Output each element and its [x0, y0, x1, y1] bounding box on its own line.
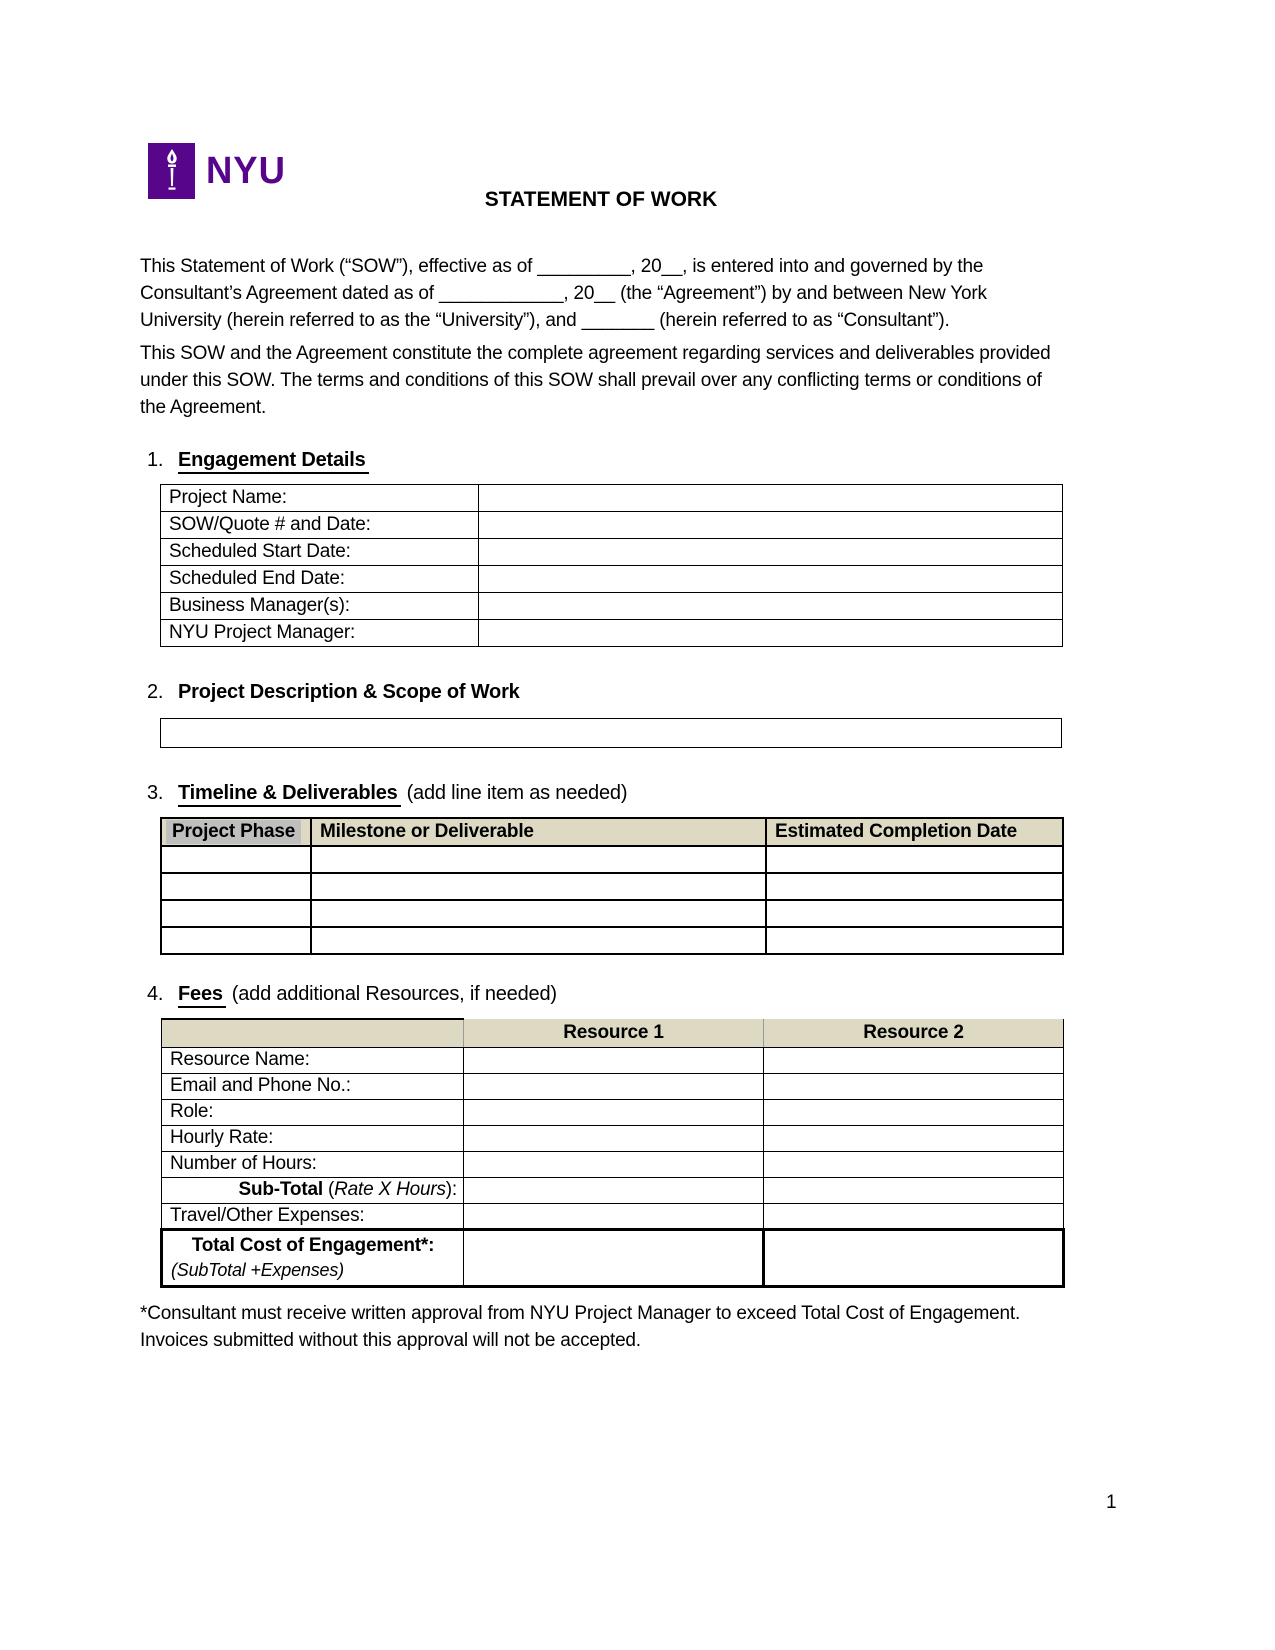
section-number: 1. — [147, 449, 164, 471]
table-row — [162, 1151, 1064, 1177]
project-description-field[interactable] — [160, 718, 1062, 748]
table-row — [162, 1099, 1064, 1125]
resource1-name-field[interactable] — [464, 1047, 764, 1073]
section-heading-engagement — [140, 447, 1062, 473]
resource2-name-field[interactable] — [764, 1047, 1064, 1073]
row-label: Email and Phone No.: — [162, 1073, 464, 1099]
table-row — [162, 1047, 1064, 1073]
row-label: Resource Name: — [162, 1047, 464, 1073]
table-row — [161, 485, 1063, 512]
resource2-hours-field[interactable] — [764, 1151, 1064, 1177]
row-label: SOW/Quote # and Date: — [161, 512, 479, 539]
phase-field[interactable] — [161, 873, 311, 900]
table-row — [161, 593, 1063, 620]
resource2-email-phone-field[interactable] — [764, 1073, 1064, 1099]
start-date-field[interactable] — [479, 539, 1063, 566]
resource1-total-field[interactable] — [464, 1229, 764, 1286]
table-row — [162, 1203, 1064, 1229]
total-cost-label-line1: Total Cost of Engagement*: — [191, 1234, 435, 1256]
row-label: NYU Project Manager: — [161, 620, 479, 647]
completion-date-field[interactable] — [766, 846, 1063, 873]
document-body — [140, 0, 1062, 1373]
resource1-subtotal-field[interactable] — [464, 1177, 764, 1203]
section-heading-timeline — [140, 780, 1062, 806]
table-row — [162, 1177, 1064, 1203]
row-label: Business Manager(s): — [161, 593, 479, 620]
section-number: 2. — [147, 681, 164, 703]
row-label: Number of Hours: — [162, 1151, 464, 1177]
row-label: Project Name: — [161, 485, 479, 512]
nyu-project-manager-field[interactable] — [479, 620, 1063, 647]
intro-paragraph-2: This SOW and the Agreement constitute the complete agreement regarding services and deliverables provided under this SOW. The terms and conditions of this SOW shall prevail over any conflicting terms or conditions of the Agreement. — [140, 343, 1051, 418]
approval-footnote: *Consultant must receive written approval from NYU Project Manager to exceed Total Cost of Engagement. Invoices submitted without this approval will not be accepted. — [140, 1302, 1021, 1351]
table-row — [161, 900, 1063, 927]
section-number: 3. — [147, 782, 164, 804]
phase-field[interactable] — [161, 927, 311, 954]
subtotal-label — [162, 1177, 464, 1203]
section-title: Fees — [178, 983, 226, 1008]
column-header-resource-2: Resource 2 — [764, 1019, 1064, 1047]
resource2-expenses-field[interactable] — [764, 1203, 1064, 1229]
fees-table — [160, 1018, 1065, 1288]
column-header-project-phase — [161, 818, 311, 846]
resource2-total-field[interactable] — [764, 1229, 1064, 1286]
business-manager-field[interactable] — [479, 593, 1063, 620]
document-title: STATEMENT OF WORK — [484, 188, 718, 211]
resource2-role-field[interactable] — [764, 1099, 1064, 1125]
completion-date-field[interactable] — [766, 873, 1063, 900]
fees-header-blank-cell — [162, 1019, 464, 1047]
intro-paragraph-1: This Statement of Work (“SOW”), effective as of _________, 20__, is entered into and governed by the Consultant’s Agreement dated as of ____________, 20__ (the “Agreement”) by and between New York University (herein referred to as the “University”), and _______ (herein referred to as “Consultant”). — [140, 256, 987, 331]
project-name-field[interactable] — [479, 485, 1063, 512]
column-header-resource-1: Resource 1 — [464, 1019, 764, 1047]
resource1-expenses-field[interactable] — [464, 1203, 764, 1229]
table-row — [161, 539, 1063, 566]
milestone-field[interactable] — [311, 873, 766, 900]
engagement-details-table — [160, 484, 1063, 647]
total-row — [162, 1229, 1064, 1286]
table-row — [162, 1125, 1064, 1151]
table-row — [161, 846, 1063, 873]
project-phase-highlight: Project Phase — [166, 820, 301, 844]
section-number: 4. — [147, 983, 164, 1005]
row-label: Travel/Other Expenses: — [162, 1203, 464, 1229]
completion-date-field[interactable] — [766, 927, 1063, 954]
table-row — [161, 512, 1063, 539]
column-header-completion-date: Estimated Completion Date — [766, 818, 1063, 846]
column-header-milestone: Milestone or Deliverable — [311, 818, 766, 846]
timeline-header-row — [161, 818, 1063, 846]
resource2-subtotal-field[interactable] — [764, 1177, 1064, 1203]
resource2-hourly-rate-field[interactable] — [764, 1125, 1064, 1151]
total-cost-label-line2: (SubTotal +Expenses) — [171, 1259, 344, 1280]
timeline-deliverables-table — [160, 817, 1064, 955]
milestone-field[interactable] — [311, 900, 766, 927]
resource1-role-field[interactable] — [464, 1099, 764, 1125]
section-heading-fees — [140, 981, 1062, 1007]
milestone-field[interactable] — [311, 927, 766, 954]
row-label: Hourly Rate: — [162, 1125, 464, 1151]
resource1-email-phone-field[interactable] — [464, 1073, 764, 1099]
subtotal-label-italic: Rate X Hours — [334, 1179, 446, 1200]
nyu-logo-text: NYU — [206, 149, 286, 192]
section-suffix: (add additional Resources, if needed) — [231, 983, 557, 1005]
page-number: 1 — [1106, 1492, 1117, 1513]
table-row — [161, 873, 1063, 900]
section-title: Engagement Details — [178, 449, 369, 474]
milestone-field[interactable] — [311, 846, 766, 873]
row-label: Role: — [162, 1099, 464, 1125]
row-label: Scheduled End Date: — [161, 566, 479, 593]
section-suffix: (add line item as needed) — [406, 782, 628, 804]
section-heading-description — [140, 679, 1062, 705]
end-date-field[interactable] — [479, 566, 1063, 593]
phase-field[interactable] — [161, 900, 311, 927]
resource1-hourly-rate-field[interactable] — [464, 1125, 764, 1151]
fees-header-row — [162, 1019, 1064, 1047]
resource1-hours-field[interactable] — [464, 1151, 764, 1177]
subtotal-label-bold: Sub-Total — [238, 1179, 323, 1200]
subtotal-label-pre: ( — [322, 1179, 335, 1200]
section-title: Timeline & Deliverables — [178, 782, 401, 807]
table-row — [161, 620, 1063, 647]
subtotal-label-post: ): — [445, 1179, 457, 1200]
row-label: Scheduled Start Date: — [161, 539, 479, 566]
sow-quote-date-field[interactable] — [479, 512, 1063, 539]
completion-date-field[interactable] — [766, 900, 1063, 927]
total-cost-label — [162, 1229, 464, 1286]
table-row — [161, 927, 1063, 954]
table-row — [161, 566, 1063, 593]
table-row — [162, 1073, 1064, 1099]
phase-field[interactable] — [161, 846, 311, 873]
section-title: Project Description & Scope of Work — [178, 681, 520, 703]
